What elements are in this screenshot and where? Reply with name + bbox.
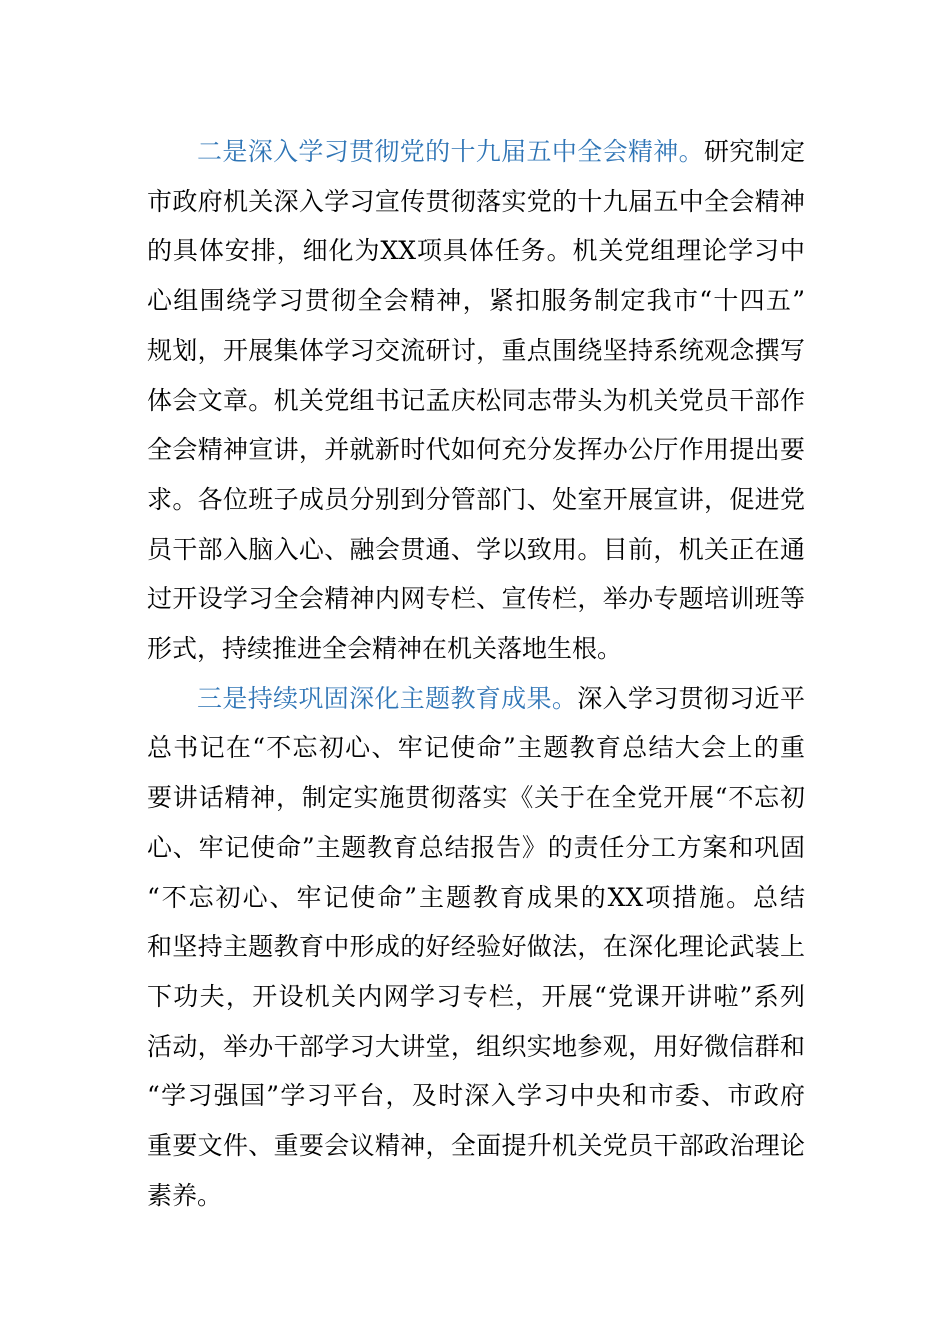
paragraph-2-line-10: 重要文件、重要会议精神，全面提升机关党员干部政治理论 [147, 1131, 805, 1161]
paragraph-2-lead: 三是持续巩固深化主题教育成果。 [197, 683, 578, 713]
paragraph-2-line-3: 要讲话精神，制定实施贯彻落实《关于在全党开展“不忘初 [147, 783, 805, 813]
paragraph-1-line-6: 体会文章。机关党组书记孟庆松同志带头为机关党员干部作 [147, 385, 805, 415]
paragraph-2-line-1 [147, 674, 805, 724]
paragraph-1-line-5: 规划，开展集体学习交流研讨，重点围绕坚持系统观念撰写 [147, 335, 805, 365]
paragraph-2-line-1-text: 深入学习贯彻习近平 [577, 683, 805, 713]
paragraph-1-line-3: 的具体安排，细化为XX项具体任务。机关党组理论学习中 [147, 236, 805, 266]
paragraph-1-line-10: 过开设学习全会精神内网专栏、宣传栏，举办专题培训班等 [147, 584, 805, 614]
paragraph-2-line-7: 下功夫，开设机关内网学习专栏，开展“党课开讲啦”系列 [147, 981, 805, 1011]
paragraph-1-lead: 二是深入学习贯彻党的十九届五中全会精神。 [197, 137, 704, 166]
paragraph-1-line-9: 员干部入脑入心、融会贯通、学以致用。目前，机关正在通 [147, 534, 805, 564]
paragraph-2-line-11: 素养。 [147, 1180, 223, 1210]
paragraph-2 [147, 674, 805, 1221]
paragraph-2-line-8: 活动，举办干部学习大讲堂，组织实地参观，用好微信群和 [147, 1031, 805, 1061]
paragraph-2-line-9: “学习强国”学习平台，及时深入学习中央和市委、市政府 [147, 1081, 805, 1111]
paragraph-1-line-1-text: 研究制定 [703, 137, 805, 166]
paragraph-1-line-11: 形式，持续推进全会精神在机关落地生根。 [147, 634, 623, 664]
paragraph-1 [147, 127, 805, 674]
paragraph-2-line-2: 总书记在“不忘初心、牢记使命”主题教育总结大会上的重 [147, 733, 805, 763]
document-body [147, 127, 805, 1220]
paragraph-1-line-2: 市政府机关深入学习宣传贯彻落实党的十九届五中全会精神 [147, 186, 805, 216]
paragraph-2-line-5: “不忘初心、牢记使命”主题教育成果的XX项措施。总结 [147, 882, 805, 912]
paragraph-2-line-4: 心、牢记使命”主题教育总结报告》的责任分工方案和巩固 [147, 832, 805, 862]
paragraph-1-line-7: 全会精神宣讲，并就新时代如何充分发挥办公厅作用提出要 [147, 435, 805, 465]
paragraph-1-line-1 [147, 127, 805, 177]
paragraph-2-line-6: 和坚持主题教育中形成的好经验好做法，在深化理论武装上 [147, 932, 805, 962]
paragraph-1-line-4: 心组围绕学习贯彻全会精神，紧扣服务制定我市“十四五” [147, 286, 805, 316]
paragraph-1-line-8: 求。各位班子成员分别到分管部门、处室开展宣讲，促进党 [147, 484, 805, 514]
